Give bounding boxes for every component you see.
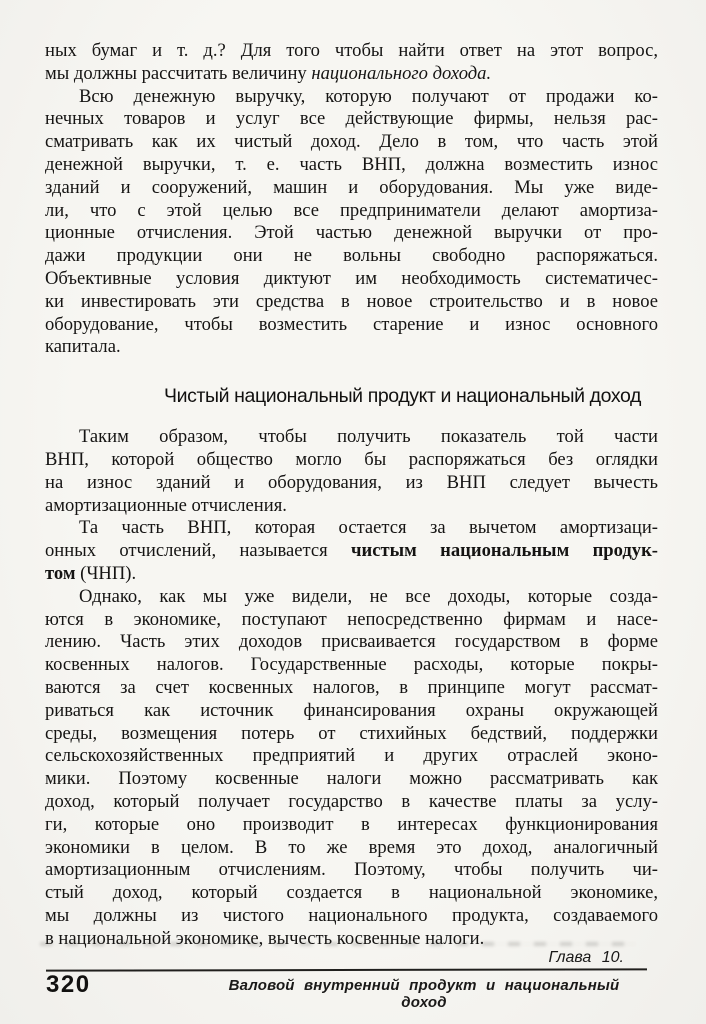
- text-line: [45, 540, 658, 563]
- text-segment: амортизационным отчислениям. Поэтому, чтобы получить чи-: [45, 859, 658, 881]
- paragraph: [45, 517, 658, 585]
- paragraph: [45, 86, 658, 360]
- text-line: [45, 745, 658, 768]
- text-line: [45, 586, 658, 609]
- text-segment: онных отчислений, называется: [45, 540, 352, 562]
- scan-artifact-smudge: [40, 942, 636, 946]
- text-line: [45, 609, 658, 632]
- text-line: [45, 245, 658, 268]
- text-line: [45, 222, 658, 245]
- chapter-label: Глава 10.: [548, 949, 624, 966]
- text-line: [45, 814, 658, 837]
- text-line: [45, 63, 658, 86]
- text-line: [45, 905, 658, 928]
- text-segment: капитала.: [45, 336, 121, 358]
- text-line: [45, 837, 658, 860]
- paragraph: [45, 586, 658, 951]
- text-segment: в национальной экономике, вычесть косвенные налоги.: [45, 927, 485, 949]
- text-segment: на износ зданий и оборудования, из ВНП следует вычесть: [45, 471, 658, 493]
- text-segment: Та часть ВНП, которая остается за вычетом амортизаци-: [79, 517, 658, 539]
- text-segment: мы должны рассчитать величину: [45, 62, 312, 84]
- text-line: [45, 563, 658, 586]
- text-line: [45, 268, 658, 291]
- bold-text: чистым национальным продук-: [351, 540, 659, 562]
- text-line: [45, 677, 658, 700]
- paragraph: [45, 426, 658, 517]
- text-segment: ки инвестировать эти средства в новое строительство и в новое: [45, 290, 658, 312]
- text-line: [45, 86, 658, 109]
- text-segment: амортизационные отчисления.: [45, 494, 287, 516]
- text-line: [45, 791, 658, 814]
- text-segment: Однако, как мы уже видели, не все доходы, которые созда-: [79, 585, 658, 607]
- text-line: [45, 495, 658, 518]
- text-segment: экономики в целом. В то же время это доход, аналогичный: [45, 836, 658, 858]
- text-segment: риваться как источник финансирования охраны окружающей: [45, 699, 658, 721]
- text-line: [45, 859, 658, 882]
- text-segment: оборудование, чтобы возместить старение и износ основного: [45, 313, 658, 335]
- text-line: [45, 631, 658, 654]
- text-line: [45, 928, 658, 951]
- text-line: [45, 472, 658, 495]
- text-segment: ных бумаг и т. д.? Для того чтобы найти ответ на этот вопрос,: [45, 40, 658, 61]
- text-line: [45, 517, 658, 540]
- text-line: [45, 131, 658, 154]
- text-line: [45, 882, 658, 905]
- text-segment: Таким образом, чтобы получить показатель той части: [79, 426, 658, 448]
- body-text: [45, 40, 658, 950]
- text-segment: денежной выручки, т. е. часть ВНП, должна возместить износ: [45, 153, 658, 175]
- paragraph: [45, 40, 658, 86]
- text-line: [45, 654, 658, 677]
- text-segment: ваются за счет косвенных налогов, в принципе могут рассмат-: [45, 676, 658, 698]
- text-segment: мы должны из чистого национального продукта, создаваемого: [45, 904, 658, 926]
- text-line: [45, 291, 658, 314]
- text-segment: мики. Поэтому косвенные налоги можно рассматривать как: [45, 768, 658, 790]
- text-segment: сельскохозяйственных предприятий и других отраслей эконо-: [45, 745, 658, 767]
- page-number: 320: [46, 971, 91, 998]
- bold-text: том: [45, 562, 76, 584]
- text-line: [45, 336, 658, 359]
- text-segment: лению. Часть этих доходов присваивается государством в форме: [45, 631, 658, 653]
- text-segment: зданий и сооружений, машин и оборудования. Мы уже виде-: [45, 176, 658, 198]
- text-segment: косвенных налогов. Государственные расходы, которые покры-: [45, 654, 658, 676]
- text-segment: стый доход, который создается в национальной экономике,: [45, 882, 658, 904]
- text-segment: ционные отчисления. Этой частью денежной выручки от про-: [45, 222, 658, 244]
- text-line: [45, 449, 658, 472]
- text-segment: Объективные условия диктуют им необходимость систематичес-: [45, 267, 658, 289]
- section-heading: Чистый национальный продукт и национальный доход: [164, 385, 641, 408]
- text-line: [45, 108, 658, 131]
- text-line: [45, 177, 658, 200]
- text-segment: Всю денежную выручку, которую получают от продажи ко-: [79, 85, 658, 107]
- text-segment: доход, который получает государство в качестве платы за услу-: [45, 790, 658, 812]
- text-line: [45, 700, 658, 723]
- text-segment: дажи продукции они не вольны свободно распоряжаться.: [45, 245, 658, 267]
- text-segment: сматривать как их чистый доход. Дело в том, что часть этой: [45, 131, 658, 153]
- text-line: [45, 426, 658, 449]
- text-segment: (ЧНП).: [75, 562, 137, 584]
- text-segment: ются в экономике, поступают непосредственно фирмам и насе-: [45, 608, 658, 630]
- text-line: [45, 723, 658, 746]
- text-line: [45, 40, 658, 63]
- text-segment: ги, которые оно производит в интересах функционирования: [45, 813, 658, 835]
- text-line: [45, 314, 658, 337]
- italic-text: национального дохода.: [311, 62, 492, 84]
- text-segment: нечных товаров и услуг все действующие фирмы, нельзя рас-: [45, 108, 658, 130]
- text-segment: ВНП, которой общество могло бы распоряжаться без оглядки: [45, 448, 658, 470]
- text-segment: ли, что с этой целью все предприниматели делают амортиза-: [45, 199, 658, 221]
- footer-rule: [46, 968, 647, 971]
- text-segment: среды, возмещения потерь от стихийных бедствий, поддержки: [45, 722, 658, 744]
- running-footer-title: Валовой внутренний продукт и национальный доход: [228, 977, 620, 1011]
- text-line: [45, 200, 658, 223]
- text-line: [45, 154, 658, 177]
- text-line: [45, 768, 658, 791]
